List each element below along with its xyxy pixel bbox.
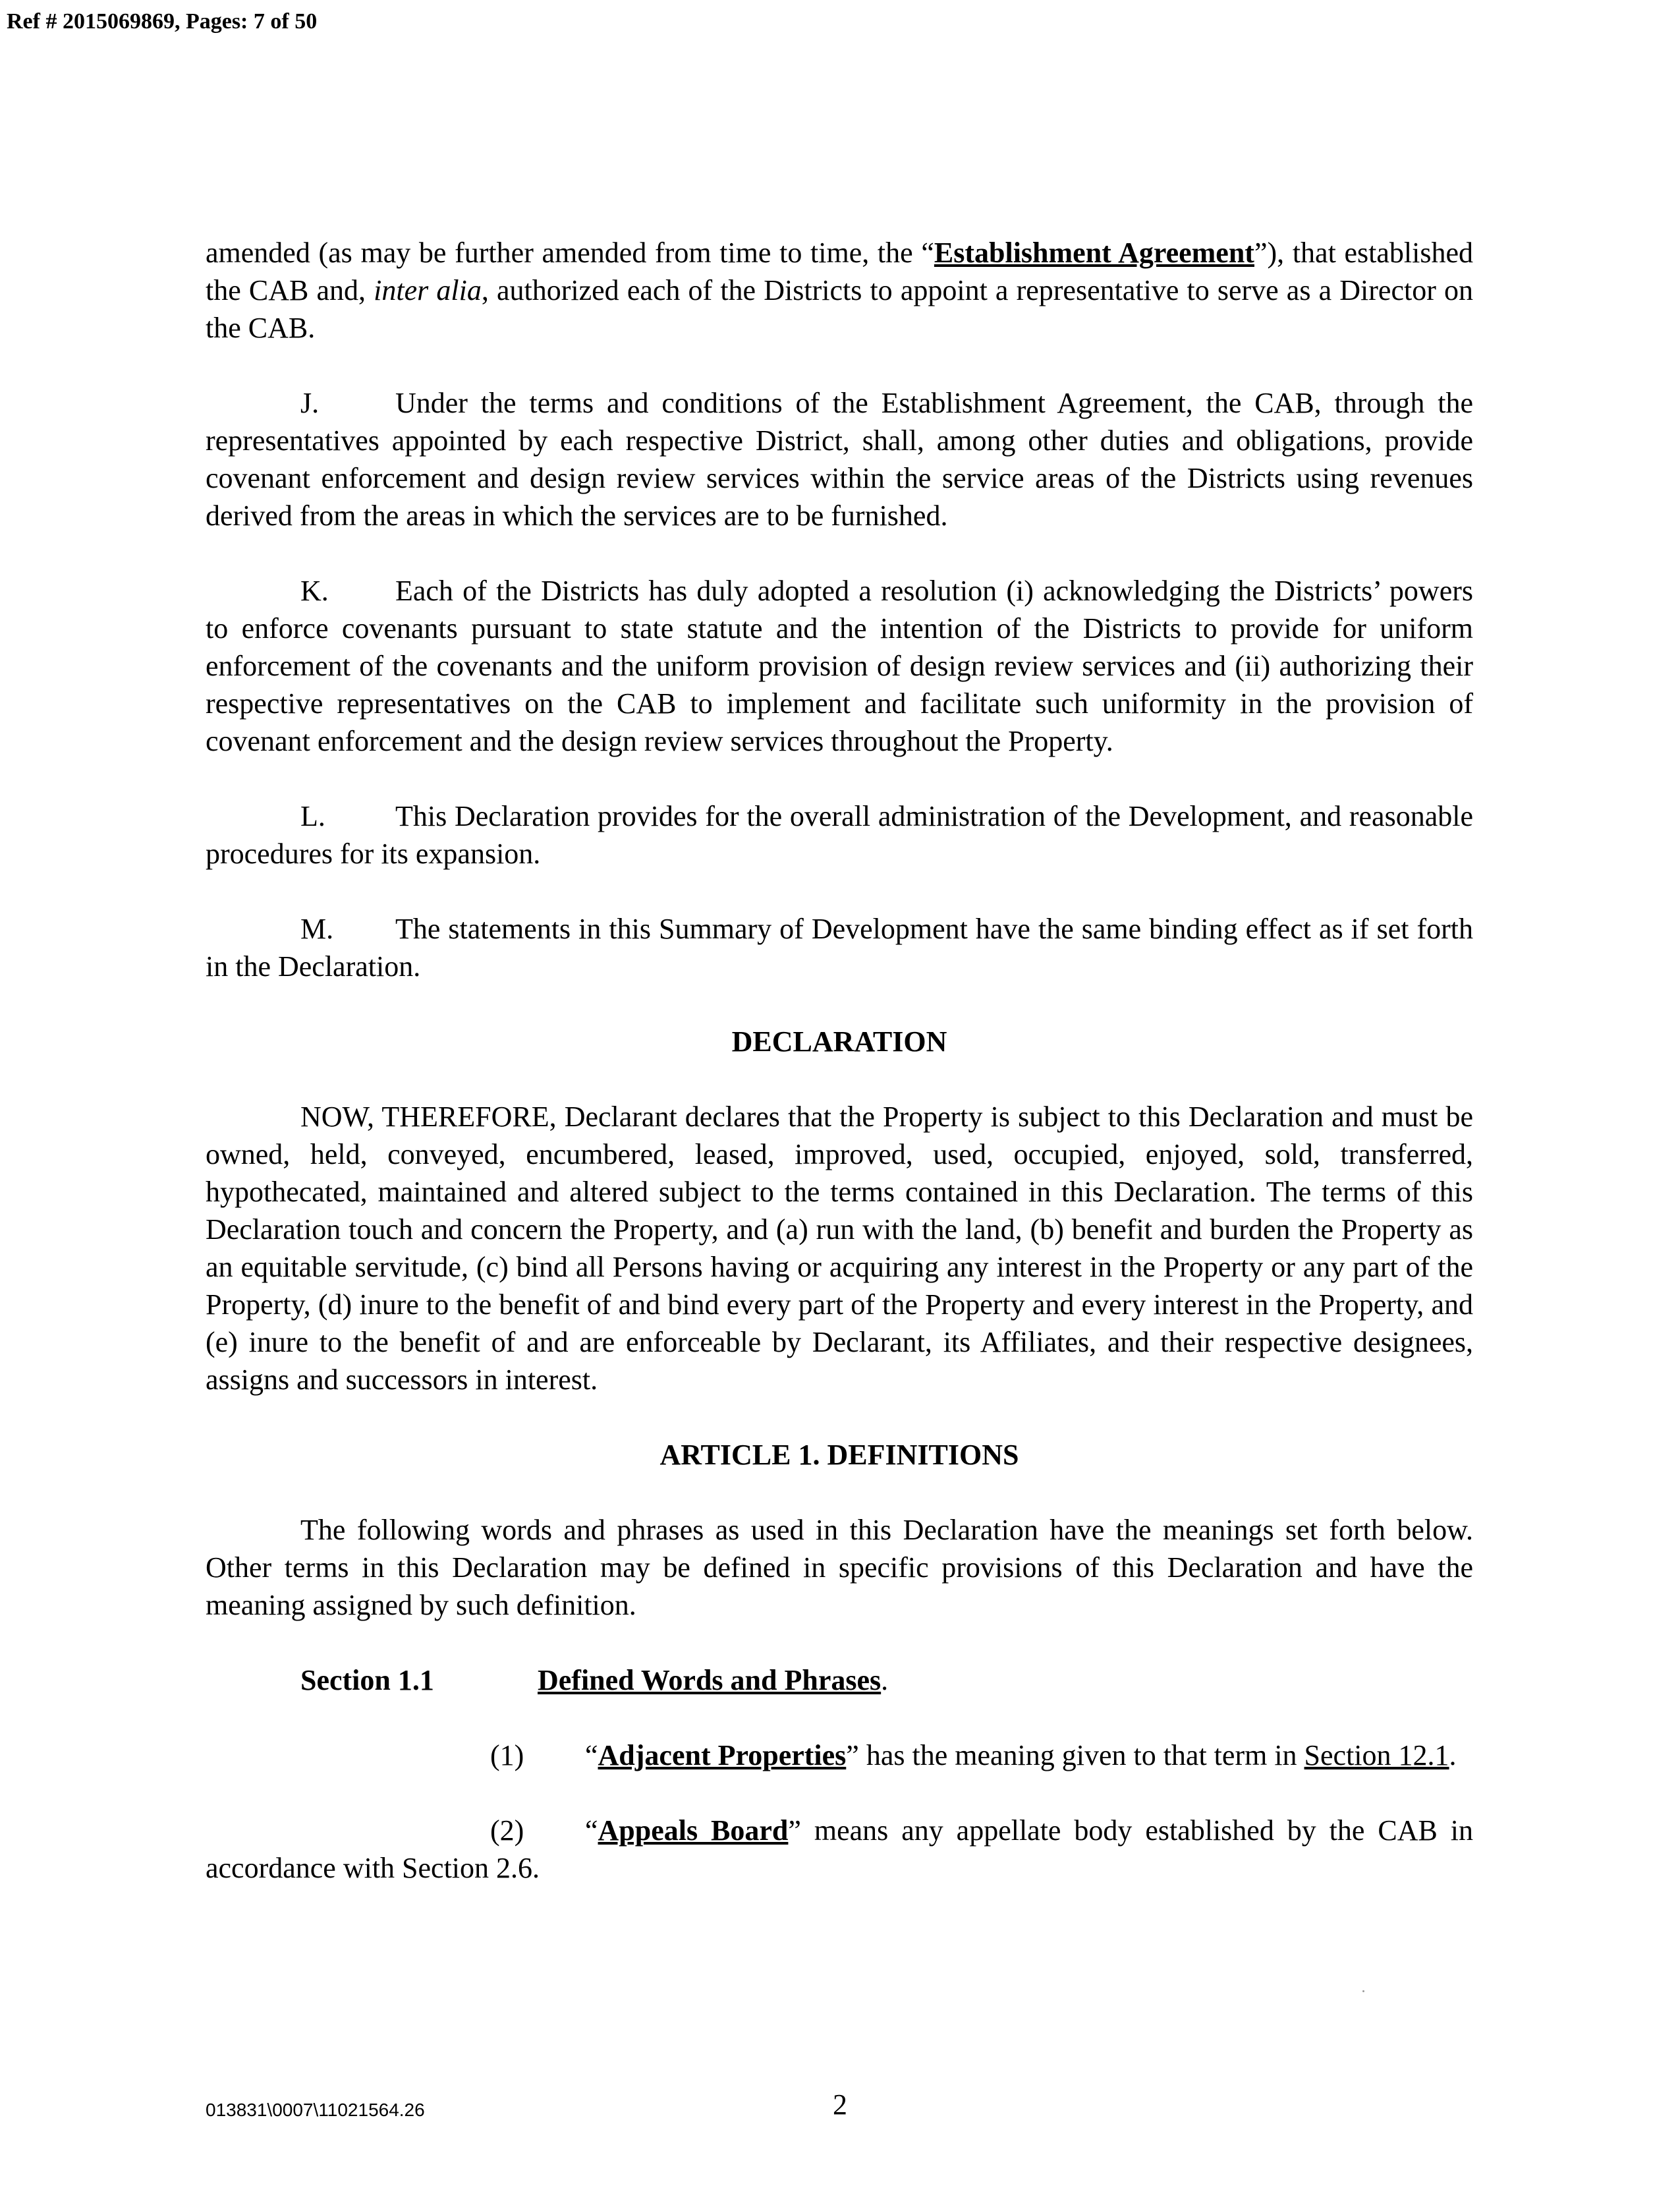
- recital-marker: K.: [300, 575, 329, 607]
- intro-text-before: amended (as may be further amended from time to time, the “: [206, 237, 934, 269]
- declaration-paragraph: NOW, THEREFORE, Declarant declares that the Property is subject to this Declaration and must be owned, held, conveyed, encumbered, leased, improved, used, occupied, enjoyed, sold, transferred, hypothecated, maintained and altered subject to the terms contained in this Declaration. The terms of this Declaration touch and concern the Property, and (a) run with the land, (b) benefit and burden the Property as an equitable servitude, (c) bind all Persons having or acquiring any interest in the Property or any part of the Property, (d) inure to the benefit of and bind every part of the Property and every interest in the Property, and (e) inure to the benefit of and are enforceable by Declarant, its Affiliates, and their respective designees, assigns and successors in interest.: [206, 1101, 1473, 1396]
- establishment-agreement-term: Establishment Agreement: [934, 237, 1254, 269]
- defined-term: Appeals Board: [598, 1814, 789, 1847]
- defined-term: Adjacent Properties: [598, 1739, 847, 1771]
- section-number: Section 1.1: [300, 1664, 434, 1696]
- recital-marker: L.: [300, 800, 325, 832]
- definition-adjacent-properties: [206, 1737, 1473, 1774]
- recital-m: [206, 910, 1473, 985]
- declaration-heading: DECLARATION: [731, 1025, 947, 1058]
- close-quote: ”: [846, 1739, 859, 1771]
- document-reference-header: Ref # 2015069869, Pages: 7 of 50: [7, 9, 318, 34]
- open-quote: “: [585, 1739, 598, 1771]
- definition-text: means any appellate body established by the CAB in accordance with Section 2.6.: [206, 1814, 1473, 1884]
- recital-marker: M.: [300, 913, 334, 945]
- recital-text: This Declaration provides for the overall administration of the Development, and reasonable procedures for its expansion.: [206, 800, 1473, 870]
- definition-number: (1): [490, 1739, 524, 1771]
- definition-appeals-board: [206, 1812, 1473, 1887]
- footer-document-id: 013831\0007\11021564.26: [206, 2100, 425, 2120]
- intro-italic-phrase: inter alia: [374, 274, 482, 306]
- recital-text: The statements in this Summary of Development have the same binding effect as if set forth in the Declaration.: [206, 913, 1473, 983]
- recital-j: [206, 384, 1473, 534]
- intro-text-mid: ”), that established the CAB and,: [206, 237, 1474, 306]
- close-quote: ”: [788, 1814, 801, 1847]
- section-reference: Section 12.1: [1304, 1739, 1449, 1771]
- article-1-intro-paragraph: The following words and phrases as used in this Declaration have the meanings set forth below. Other terms in this Declaration may be defined in specific provisions of this Declaration and have the meaning assigned by such definition.: [206, 1514, 1473, 1621]
- definition-number: (2): [490, 1814, 524, 1847]
- document-body: [206, 234, 1473, 1924]
- scan-speck: [1362, 1990, 1364, 1992]
- section-title: Defined Words and Phrases: [538, 1664, 882, 1696]
- intro-paragraph: [206, 234, 1473, 347]
- article-1-heading: ARTICLE 1. DEFINITIONS: [659, 1439, 1019, 1471]
- definition-text-after: .: [1449, 1739, 1457, 1771]
- open-quote: “: [585, 1814, 598, 1847]
- section-title-suffix: .: [881, 1664, 889, 1696]
- recital-k: [206, 572, 1473, 760]
- recital-text: Under the terms and conditions of the Establishment Agreement, the CAB, through the representatives appointed by each respective District, shall, among other duties and obligations, provide covenant enforcement and design review services within the service areas of the Districts using revenues derived from the areas in which the services are to be furnished.: [206, 387, 1473, 532]
- recital-text: Each of the Districts has duly adopted a resolution (i) acknowledging the Districts’ powers to enforce covenants pursuant to state statute and the intention of the Districts to provide for uniform enforcement of the covenants and the uniform provision of design review services and (ii) authorizing their respective representatives on the CAB to implement and facilitate such uniformity in the provision of covenant enforcement and the design review services throughout the Property.: [206, 575, 1473, 757]
- definition-text: has the meaning given to that term in: [858, 1739, 1304, 1771]
- page-number: 2: [833, 2088, 847, 2121]
- recital-marker: J.: [300, 387, 320, 419]
- recital-l: [206, 797, 1473, 873]
- section-1-1-heading: [206, 1661, 1473, 1699]
- intro-text-after: , authorized each of the Districts to appoint a representative to serve as a Director on the CAB.: [206, 274, 1473, 344]
